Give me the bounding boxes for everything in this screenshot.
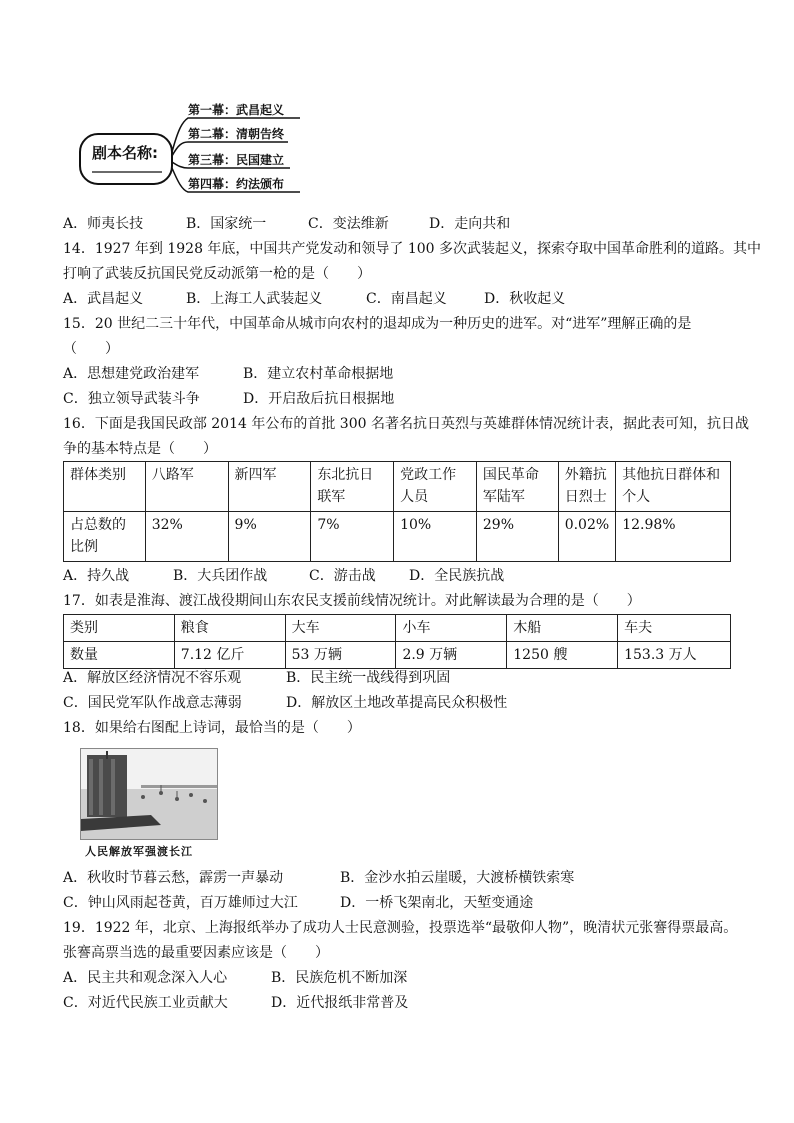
table-cell: 群体类别 xyxy=(64,462,146,512)
q19-stem-line1: 19．1922 年，北京、上海报纸举办了成功人士民意测验，投票选举“最敬仰人物”，晚清状元张謇得票最高。 xyxy=(63,920,738,936)
q16-option-a: A．持久战 xyxy=(63,568,130,584)
q15-stem-line2: （ ） xyxy=(63,341,119,357)
table-cell: 党政工作人员 xyxy=(394,462,477,512)
script-mindmap xyxy=(78,100,328,200)
river-crossing-photo xyxy=(80,748,218,840)
table-cell: 1250 艘 xyxy=(507,642,618,669)
table-cell: 153.3 万人 xyxy=(618,642,731,669)
q15-option-d: D．开启敌后抗日根据地 xyxy=(243,391,395,407)
q15-stem-line1: 15．20 世纪二三十年代，中国革命从城市向农村的退却成为一种历史的进军。对“进军”理解正确的是 xyxy=(63,316,692,332)
q13-option-b: B．国家统一 xyxy=(186,216,267,232)
table-header-row xyxy=(64,615,731,642)
q15-option-b: B．建立农村革命根据地 xyxy=(243,366,394,382)
table-row xyxy=(64,642,731,669)
q16-option-b: B．大兵团作战 xyxy=(173,568,268,584)
table-cell: 粮食 xyxy=(174,615,285,642)
q13-option-a: A．师夷长技 xyxy=(63,216,144,232)
q16-stem-line2: 争的基本特点是（ ） xyxy=(63,441,217,457)
table-cell: 32% xyxy=(145,512,228,562)
table-cell: 类别 xyxy=(64,615,175,642)
table-cell: 国民革命军陆军 xyxy=(476,462,558,512)
q15-option-c: C．独立领导武装斗争 xyxy=(63,391,200,407)
table-cell: 八路军 xyxy=(145,462,228,512)
river-crossing-illustration xyxy=(81,749,217,839)
table-header-row xyxy=(64,462,731,512)
mindmap-branch-4: 第四幕：约法颁布 xyxy=(188,177,285,191)
table-cell: 数量 xyxy=(64,642,175,669)
q17-stem-line1: 17．如表是淮海、渡江战役期间山东农民支援前线情况统计。对此解读最为合理的是（ ） xyxy=(63,593,641,609)
table-cell: 7.12 亿斤 xyxy=(174,642,285,669)
table-cell: 新四军 xyxy=(228,462,311,512)
q14-option-b: B．上海工人武装起义 xyxy=(186,291,323,307)
q16-statistics-table xyxy=(63,461,731,562)
table-cell: 29% xyxy=(476,512,558,562)
q19-option-a: A．民主共和观念深入人心 xyxy=(63,970,228,986)
table-cell: 占总数的比例 xyxy=(64,512,146,562)
table-cell: 0.02% xyxy=(558,512,615,562)
q18-option-a: A．秋收时节暮云愁，霹雳一声暴动 xyxy=(63,870,284,886)
photo-caption: 人民解放军强渡长江 xyxy=(85,845,193,858)
mindmap-branch-2: 第二幕：清朝告终 xyxy=(188,127,285,141)
q13-option-d: D．走向共和 xyxy=(429,216,511,232)
q19-option-d: D．近代报纸非常普及 xyxy=(271,995,409,1011)
q17-option-b: B．民主统一战线得到巩固 xyxy=(286,670,451,686)
table-cell: 2.9 万辆 xyxy=(396,642,507,669)
q13-option-c: C．变法维新 xyxy=(308,216,389,232)
q19-option-b: B．民族危机不断加深 xyxy=(271,970,408,986)
q15-option-a: A．思想建党政治建军 xyxy=(63,366,200,382)
q14-option-c: C．南昌起义 xyxy=(366,291,447,307)
q14-option-a: A．武昌起义 xyxy=(63,291,144,307)
table-cell: 大车 xyxy=(285,615,396,642)
q19-option-c: C．对近代民族工业贡献大 xyxy=(63,995,228,1011)
q19-stem-line2: 张謇高票当选的最重要因素应该是（ ） xyxy=(63,945,329,961)
q17-option-a: A．解放区经济情况不容乐观 xyxy=(63,670,242,686)
q14-stem-line1: 14．1927 年到 1928 年底，中国共产党发动和领导了 100 多次武装起义，探索夺取中国革命胜利的道路。其中 xyxy=(63,241,762,257)
q18-option-c: C．钟山风雨起苍黄，百万雄师过大江 xyxy=(63,895,298,911)
table-cell: 小车 xyxy=(396,615,507,642)
table-row xyxy=(64,512,731,562)
table-cell: 12.98% xyxy=(616,512,731,562)
table-cell: 其他抗日群体和个人 xyxy=(616,462,731,512)
q16-option-c: C．游击战 xyxy=(309,568,376,584)
mindmap-branch-1: 第一幕：武昌起义 xyxy=(188,103,285,117)
table-cell: 9% xyxy=(228,512,311,562)
table-cell: 53 万辆 xyxy=(285,642,396,669)
q17-option-d: D．解放区土地改革提高民众积极性 xyxy=(286,695,508,711)
table-cell: 10% xyxy=(394,512,477,562)
q18-option-d: D．一桥飞架南北，天堑变通途 xyxy=(340,895,534,911)
q18-option-b: B．金沙水拍云崖暖，大渡桥横铁索寒 xyxy=(340,870,575,886)
q16-stem-line1: 16．下面是我国民政部 2014 年公布的首批 300 名著名抗日英烈与英雄群体情况统计表，据此表可知，抗日战 xyxy=(63,416,749,432)
q14-option-d: D．秋收起义 xyxy=(484,291,566,307)
mindmap-root-label: 剧本名称: xyxy=(92,144,158,162)
mindmap-branch-3: 第三幕：民国建立 xyxy=(188,153,285,167)
table-cell: 车夫 xyxy=(618,615,731,642)
q18-stem-line1: 18．如果给右图配上诗词，最恰当的是（ ） xyxy=(63,720,361,736)
table-cell: 东北抗日联军 xyxy=(311,462,394,512)
q16-option-d: D．全民族抗战 xyxy=(409,568,505,584)
q17-option-c: C．国民党军队作战意志薄弱 xyxy=(63,695,242,711)
q17-support-table xyxy=(63,614,731,669)
table-cell: 外籍抗日烈士 xyxy=(558,462,615,512)
table-cell: 7% xyxy=(311,512,394,562)
q14-stem-line2: 打响了武装反抗国民党反动派第一枪的是（ ） xyxy=(63,266,371,282)
table-cell: 木船 xyxy=(507,615,618,642)
